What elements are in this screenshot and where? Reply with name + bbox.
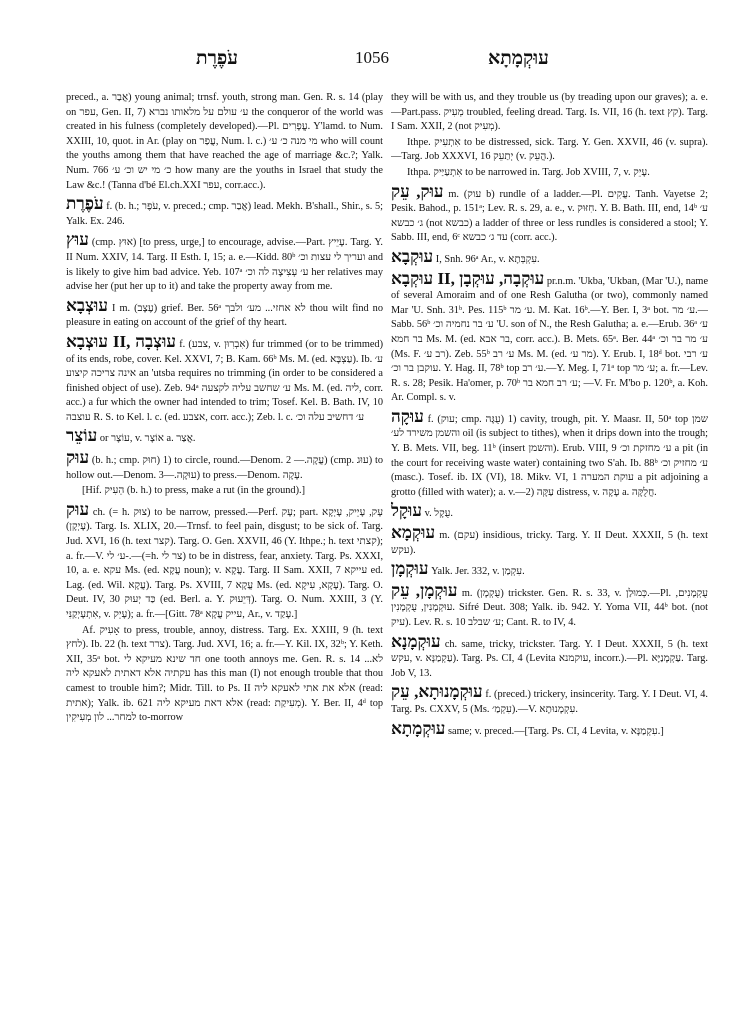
entry-headword: עוּקְבָא II, עוּקְבָה, עוּקְבָן (391, 268, 545, 288)
entry-body: Ithpe. אִתְעִיק to be distressed, sick. Targ. Y. Gen. XXVII, 46 (v. supra).—Targ. Job XXXVI, 16 יְתַעֵק (v. הֲעֵק.). (391, 136, 708, 163)
entry-body: ch. same, tricky, trickster. Targ. Y. I Deut. XXXII, 5 (h. text עקש, v. עַקְמַנָּא). Targ. Ps. CI, 4 (Levita עוקמנא, incorr.).—Pl. עַקְמָנַיָּא. Targ. Job V, 13. (391, 638, 708, 679)
dictionary-entry (391, 407, 708, 501)
entry-body: f. (b. h.; עֹפֶר, v. preced.; cmp. אֲבַר) lead. Mekh. B'shall., Shir., s. 5; Yalk. Ex. 246. (66, 201, 383, 227)
entry-body: v. עֻקָל. (424, 508, 453, 520)
entry-headword: עֹפֶרֶת (66, 194, 104, 214)
dictionary-entry (391, 182, 708, 246)
dictionary-entry (66, 500, 383, 623)
entry-body: f. (עוק; cmp. עֻגָּה) 1) cavity, trough, pit. Y. Maasr. II, 50ᵃ top שמן והשמן משירד לע׳ oil (is subject to tithes), when it drips down into the trough; Y. B. Mets. VII, beg. 11ᵇ (insert והשמן). Erub. VIII, 9 ע׳ מחזקת וכ׳ a pit (in the court for receiving waste water) containing two S'ah. Ib. 88ᵇ ע׳ מחזיק וכ׳ (masc.). Tosef. ib. IX (VI), 18. Mikv. VI, 1 עוקת המערה a pit adjoining a grotto (filled with water); a. v.—2) עַקָּה distress, v. עָקָה a. חֲלֻקָּה. (391, 413, 708, 498)
entry-body: they will be with us, and they trouble us (by treading upon our graves); a. e.—Part.pass. מְעִיק troubled, feeling dread. Targ. Is. VII, 16 (h. text קץ). Targ. I Sam. XXII, 2 (not מְעִיק). (391, 92, 708, 133)
running-header (0, 48, 750, 72)
entry-headword: עוֹצֵר (66, 426, 98, 446)
entry-body: (b. h.; cmp. חוּק) 1) to circle, round.—Denom. עֲקָה.— 2) (cmp. עוּג) to hollow out.—Denom. עוּקָה.—3) to press.—Denom. עָקָה. (66, 455, 383, 481)
entry-headword: עוּצְבָא II, עוּצְבָה (66, 331, 177, 351)
dictionary-entry (391, 581, 708, 631)
dictionary-entry (391, 136, 708, 165)
entry-headword: עוּץ (66, 230, 89, 250)
entry-headword: עוּקְמָא (391, 523, 436, 543)
entry-headword: עוּקְמָן (391, 559, 429, 579)
entry-body: I, Snh. 96ᵃ Ar., v. עִקְבְּתָא. (435, 253, 540, 265)
dictionary-entry (66, 624, 383, 726)
dictionary-entry (391, 501, 708, 522)
dictionary-entry (66, 91, 383, 193)
dictionary-entry (66, 332, 383, 426)
dictionary-entry (66, 448, 383, 483)
dictionary-entry (391, 632, 708, 682)
dictionary-entry (66, 484, 383, 499)
entry-headword: עוּקָה (391, 406, 424, 426)
dictionary-entry (391, 166, 708, 181)
dictionary-entry (391, 523, 708, 558)
entry-body: or עוֹצָר, v. אוֹצָר a. אֲצַר. (99, 433, 196, 445)
entry-body: Ithpa. אִתְעַיַּיק to be narrowed in. Targ. Job XVIII, 7, v. עָיֵק. (407, 166, 650, 178)
entry-body: f. (preced.) trickery, insincerity. Targ. Y. I Deut. VI, 4. Targ. Ps. CXXV, 5 (Ms. עִקְמַ׳).—V. עִקְמָנוּתָא. (391, 689, 708, 715)
entry-headword: עוּק (66, 499, 90, 519)
dictionary-entry (391, 269, 708, 406)
dictionary-entry (391, 91, 708, 135)
entry-headword: עוּקְמָן, עֵק (391, 580, 458, 600)
dictionary-entry (391, 559, 708, 580)
dictionary-entry (66, 426, 383, 447)
entry-body: [Hif. הֵעִיק (b. h.) to press, make a rut (in the ground).] (82, 485, 305, 497)
dictionary-entry (66, 230, 383, 294)
entry-body: (cmp. אוּץ) [to press, urge,] to encourage, advise.—Part. עָיֵיץ. Targ. Y. II Num. XXIV, 14. Targ. II Esth. I, 15; a. e.—Kidd. 80ᵇ ועריך לי עצות וכ׳ and is likely to give him bad advice. Yeb. 107ᵃ ע׳ עְצִיצָה לה וכ׳ her relatives may advise her (put her up to it) and take the property away from me. (66, 237, 383, 293)
entry-headword: עוּקְמָנָא (391, 631, 441, 651)
entry-headword: עוּקָל (391, 501, 423, 521)
entry-headword: עוּק, עֵק (391, 181, 444, 201)
entry-body: I m. (עֶצֶב) grief. Ber. 56ᵃ לא אחזי... מע׳ ולבך thou wilt find no pleasure in eating on account of the grief of thy heart. (66, 302, 383, 329)
entry-headword: עוּקְמָתָא (391, 718, 446, 738)
entry-body: m. (עוק b) rundle of a ladder.—Pl. עֲקִים. Tanh. Vayetse 2; Pesik. Bahod., p. 151ᵃ; Lev. R. s. 29, a. e., v. חִזּוּק. Y. B. Bath. III, end, 14ᵇ ע׳ ג׳ כבשא (not כבשא) a ladder of three or less rundles is considered a stool; Y. Sabb. III, end, 6ᶜ עד ג׳ כבשא (corr. acc.). (391, 188, 708, 244)
entry-body: ch. (= h. צוּק) to be narrow, pressed.—Perf. עָק; part. עָק, עָיֵיק, עָיְקָא (עָיְקָן). Targ. Is. XLIX, 20.—Trnsf. to feel pain, disgust; to be sick of. Targ. Jud. XVI, 16 (h. text קצר). Targ. O. Gen. XXVII, 46 (Y. Ithpe.; h. text קצתי); a. fr.—V. ע׳ לי-.—(=h. צר לי) to be in distress, fear, anxiety. Targ. Ps. XXXI, 10, a. e. עקא Ms. (ed. עֲקָא noun); v. עֲקָא. Targ. II Sam. XXII, 7 עייקא ed. Lag. (ed. Wil. עֲקָא). Targ. Ps. XVIII, 7 עֲקָא Ms. (ed. עָקָא, עִיקָא). Targ. O. Deut. IV, 30 כַּד יְעוּק (ed. Berl. a. Y. דְּיֵעוּק). Targ. O. Num. XXIII, 3 (Y. אִתְעָיְקַנִּי, v. עָיֵק); a. fr.—[Gitt. 78ᵃ עייק עֲקָא, Ar., v. עָקַד.] (66, 506, 383, 620)
entry-body: Af. אָעִיק to press, trouble, annoy, distress. Targ. Ex. XXIII, 9 (h. text לחץ). Ib. 22 (h. text צרר). Targ. Jud. XVI, 16; a. fr.—Y. Kil. IX, 32ᵇ; Y. Keth. XII, 35ᵃ bot. חד שינא מעיקא לי one tooth annoys me. Gen. R. s. 14 לא... עקתיה אלא דאתית לאעקא ליה has this man (I) not enough trouble that thou camest to trouble him?; Midr. Till. to Ps. II אלא את אתי לאעקא ליה (read: אתית); Yalk. ib. 621 אלא דאת מעיקא ליה (read: מְעִיקַת). Y. Ber. II, 4ᵈ top למחר... לון מְעִיקִין to-morrow (66, 624, 383, 724)
entry-body: m. (עֻקְמָן) trickster. Gen. R. s. 33, v. כְּמוּלַן.—Pl. עֻקְמָנִים, עוּקְמָנִין, עֻקְמָנִין. Sifré Deut. 308; Yalk. ib. 942. Y. Yoma VII, 44ᵇ bot. (not עיק). Lev. R. s. 10 ע׳ שבלב; Cant. R. to IV, 4. (391, 587, 708, 628)
entry-body: same; v. preced.—[Targ. Ps. CI, 4 Levita, v. עִקְמַנָּא.] (448, 725, 664, 737)
entry-body: m. (עקם) insidious, tricky. Targ. Y. II Deut. XXXII, 5 (h. text עקש). (391, 530, 708, 556)
entry-headword: עוּק (66, 448, 90, 468)
left-column (66, 91, 383, 997)
dictionary-entry (391, 247, 708, 268)
page-number: 1056 (355, 48, 389, 67)
header-guide-word-left: עֹפֶרֶת (196, 48, 239, 69)
dictionary-entry (391, 682, 708, 717)
right-column (391, 91, 708, 997)
dictionary-entry (66, 194, 383, 229)
entry-headword: עוּקְבָא (391, 246, 434, 266)
entry-headword: עוּקְמָנוּתָא, עֵק (391, 682, 483, 702)
entry-headword: עוּצְבָא (66, 295, 108, 315)
dictionary-entry (66, 296, 383, 331)
entry-body: pr.n.m. 'Ukba, 'Ukban, (Mar 'U.), name of several Amoraim and of one Resh Galutha (or two), commonly named Mar 'U. Snh. 31ᵇ. Pes. 115ᵇ ע׳ מר. M. Kat. 16ᵇ.—Y. Ber. I, 3ᵃ bot. ע׳ מר.—Sabb. 56ᵇ ע׳ בר נחמיה וכ׳ 'U. son of N., the Resh Galutha; a. e.—Erub. 36ᵃ ע׳ בר חמא Ms. M. (ed. בר אבא, corr. acc.). B. Mets. 65ᵃ. Ber. 44ᵃ ע׳ מר בר וכ׳ (Ms. F. רב ע׳). Zeb. 55ᵇ ע׳ רב Ms. M. (ed. מר ע׳). Y. Erub. I, 18ᵈ bot. ע׳ רבי עוקבן בר וכ׳. Y. Hag. II, 78ᵇ top ע׳ רב.—Y. Meg. I, 71ᵃ top ע׳ מר; a. fr.—Lev. R. s. 28; Pesik. Ha'omer, p. 70ᵇ ע׳ רב חמא בר; —V. Fr. M'bo p. 120ᵇ, a. Koh. Ar. Compl. s. v. (391, 275, 708, 404)
header-guide-word-right: עוּקְמָתָא (488, 48, 549, 69)
entry-body: Yalk. Jer. 332, v. עִקְמַן. (431, 566, 525, 578)
entry-body: f. (צבע, v. אִבְרִוּן) fur trimmed (or to be trimmed) of its ends, robe, cover. Kel. XXVI, 7; B. Kam. 66ᵇ Ms. M. (ed. עַצְבָּא). Ib. ע׳ אינה צריכה קיצוע an 'utsba requires no trimming (in order to be considered a finished object of use). Zeb. 94ᵃ ע׳ שחשב עליה לקצעה Ms. M. (ed. ליה, corr. acc.) a fur which the owner had intended to trim; Tosef. Kel. B. Bath. IV, 10 עוצבה R. S. to Kel. l. c. (ed. אצבע, corr. acc.); Zeb. l. c. ע׳ דחשיב עלה וכ׳ (66, 338, 383, 423)
dictionary-entry (391, 719, 708, 740)
entry-body: preced., a. אֲבַר) young animal; trnsf. youth, strong man. Gen. R. s. 14 (play on עפר, Gen. II, 7) ע׳ עולם על מלאותו נברא the conqueror of the world was created in his fulness (completely developed).—Pl. עֳפָרִים. Y'lamd. to Num. XXIII, 10, quot. in Ar. (play on עֲפַר, Num. l. c.) מי מנה כ׳ ע׳ who will count the youths among them that have reached the age of marriage &c.?; Yalk. Num. 766 כ׳ מי יש וכ׳ ע׳ how many are the youths in Israel that study the Law &c.! (Tanna d'bé El.ch.XXI עפר, corr.acc.). (66, 92, 383, 191)
